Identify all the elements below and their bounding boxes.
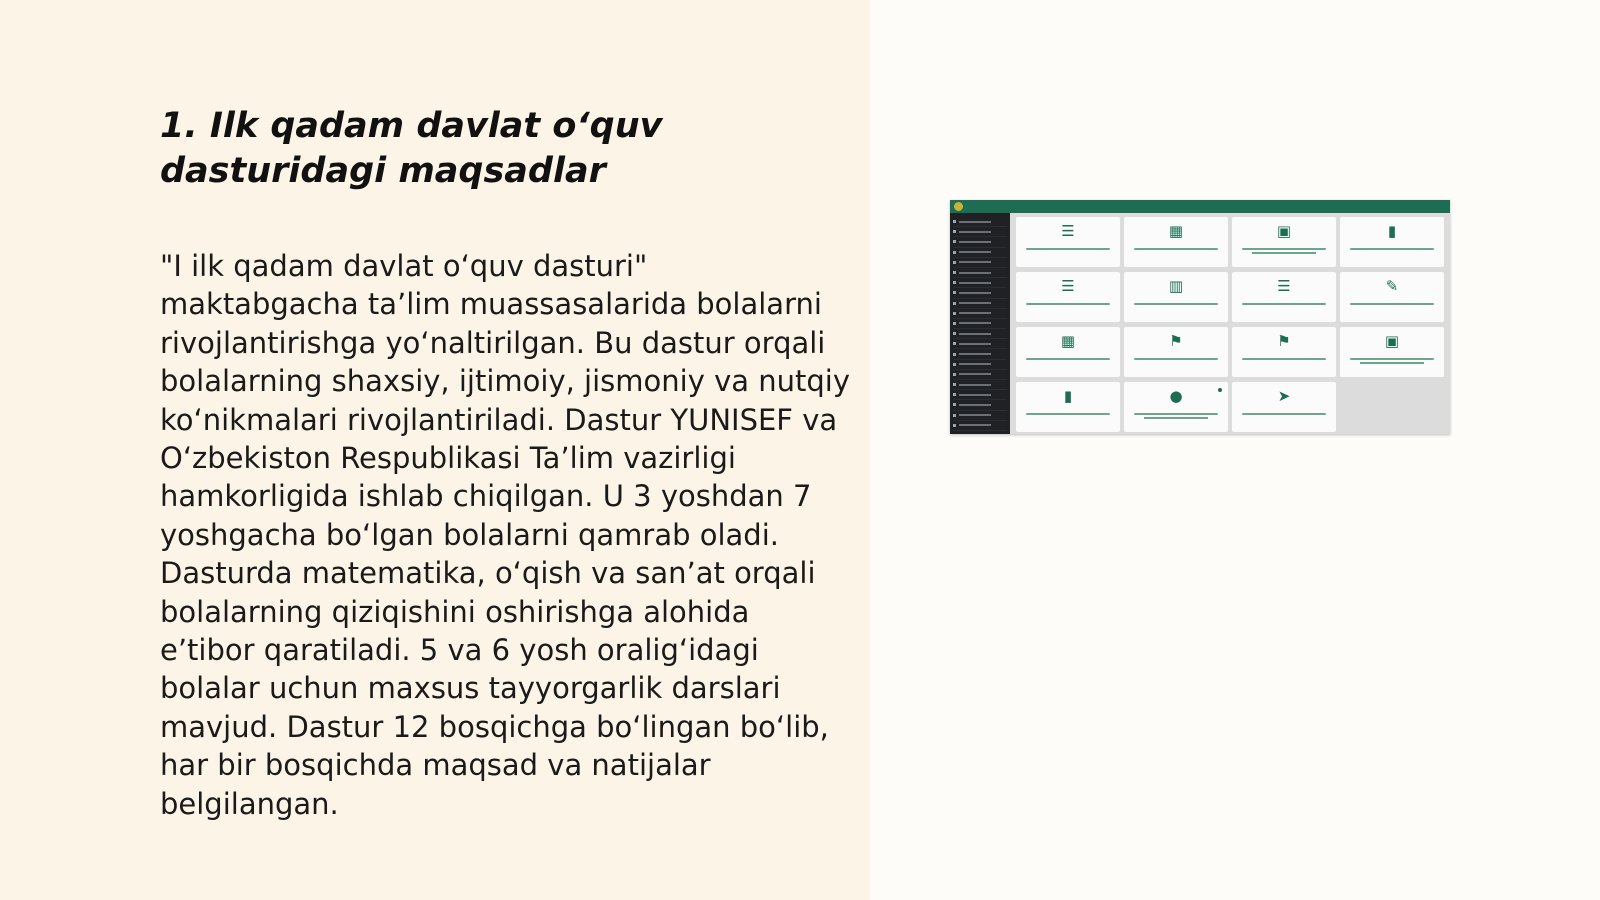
screenshot-tile: [1232, 272, 1336, 322]
list-icon: ☰: [1277, 277, 1291, 295]
calendar-icon: ▦: [1168, 222, 1184, 240]
screenshot-tile: [1232, 327, 1336, 377]
screenshot-tile-label: [1134, 358, 1218, 360]
screenshot-tile-label: [1242, 358, 1326, 360]
flag-icon: ⚑: [1277, 332, 1291, 350]
screenshot-sidebar-item: [953, 258, 1007, 268]
slide-title: 1. Ilk qadam davlat o‘quv dasturidagi maqsadlar: [160, 106, 663, 191]
slide-body: "I ilk qadam davlat o‘quv dasturi" maktabgacha ta’lim muassasalarida bolalarni rivojlantirishga yo‘naltirilgan. Bu dastur orqali bolalarning shaxsiy, ijtimoiy, jismoniy va nutqiy ko‘nikmalari rivojlantiriladi. Dastur YUNISEF va O‘zbekiston Respublikasi Ta’lim vazirligi hamkorligida ishlab chiqilgan. U 3 yoshdan 7 yoshgacha bo‘lgan bolalarni qamrab oladi. Dasturda matematika, o‘qish va san’at orqali bolalarning qiziqishini oshirishga alohida e’tibor qaratiladi. 5 va 6 yosh oralig‘idagi bolalar uchun maxsus tayyorgarlik darslari mavjud. Dastur 12 bosqichga bo‘lingan bo‘lib, har bir bosqichda maqsad va natijalar belgilangan.: [160, 249, 850, 821]
screenshot-tile-label: [1134, 303, 1218, 305]
edit-icon: ✎: [1385, 277, 1399, 295]
screenshot-tile-label: [1134, 413, 1218, 415]
screenshot-tile-label: [1350, 358, 1434, 360]
screenshot-sidebar-item: [953, 380, 1007, 390]
image-panel: [870, 0, 1600, 900]
screenshot-tile: [1340, 217, 1444, 267]
calendar-plus-icon: ▦: [1060, 332, 1076, 350]
bar-chart-icon: ▮: [1387, 222, 1397, 240]
screenshot-sidebar-item: [953, 227, 1007, 237]
screenshot-tile-label: [1242, 413, 1326, 415]
screenshot-tile-label: [1242, 303, 1326, 305]
screenshot-tile: [1124, 327, 1228, 377]
screenshot-sidebar-item: [953, 390, 1007, 400]
screenshot-header-bar: [950, 200, 1450, 213]
bar-chart-icon: ▮: [1063, 387, 1073, 405]
screenshot-tile-label: [1242, 248, 1326, 250]
screenshot-sidebar-item: [953, 217, 1007, 227]
screenshot-sidebar-item: [953, 299, 1007, 309]
screenshot-sidebar: [950, 213, 1010, 434]
screenshot-tile: [1340, 327, 1444, 377]
screenshot-sidebar-item: [953, 349, 1007, 359]
screenshot-sidebar-item: [953, 411, 1007, 421]
screenshot-tile-grid: [1016, 217, 1446, 432]
screenshot-sidebar-item: [953, 248, 1007, 258]
screenshot-sidebar-item: [953, 319, 1007, 329]
screenshot-tile: [1016, 327, 1120, 377]
screenshot-sidebar-item: [953, 339, 1007, 349]
paper-plane-icon: ➤: [1277, 387, 1291, 405]
screenshot-sidebar-item: [953, 360, 1007, 370]
list-icon: ☰: [1061, 277, 1075, 295]
screenshot-tile-label: [1134, 248, 1218, 250]
screenshot-tile-label: [1350, 303, 1434, 305]
screenshot-tile-label: [1026, 248, 1110, 250]
flag-icon: ⚑: [1169, 332, 1183, 350]
screenshot-sidebar-item: [953, 268, 1007, 278]
screenshot-tile: [1124, 272, 1228, 322]
notification-badge: [1218, 388, 1222, 392]
screenshot-tile: [1232, 217, 1336, 267]
screenshot-sidebar-item: [953, 278, 1007, 288]
screenshot-sidebar-item: [953, 400, 1007, 410]
screenshot-tile-label: [1026, 413, 1110, 415]
screenshot-sidebar-item: [953, 329, 1007, 339]
list-icon: ☰: [1061, 222, 1075, 240]
dashboard-screenshot-image: [950, 200, 1450, 434]
screenshot-tile-label: [1350, 248, 1434, 250]
screenshot-tile: [1124, 217, 1228, 267]
building-icon: ▥: [1168, 277, 1184, 295]
screenshot-sidebar-item: [953, 370, 1007, 380]
screenshot-sidebar-item: [953, 288, 1007, 298]
screenshot-sidebar-item: [953, 431, 1007, 434]
money-icon: ▣: [1276, 222, 1292, 240]
logo-icon: [954, 202, 963, 211]
screenshot-tile: [1124, 382, 1228, 432]
screenshot-tile-label: [1026, 303, 1110, 305]
screenshot-tile: [1340, 272, 1444, 322]
screenshot-sidebar-item: [953, 421, 1007, 431]
screenshot-tile: [1232, 382, 1336, 432]
screenshot-tile: [1016, 272, 1120, 322]
screenshot-sidebar-item: [953, 309, 1007, 319]
screenshot-tile-label: [1026, 358, 1110, 360]
screenshot-sidebar-item: [953, 237, 1007, 247]
comments-icon: ●: [1169, 387, 1183, 405]
money-icon: ▣: [1384, 332, 1400, 350]
screenshot-tile: [1016, 382, 1120, 432]
screenshot-tile: [1016, 217, 1120, 267]
